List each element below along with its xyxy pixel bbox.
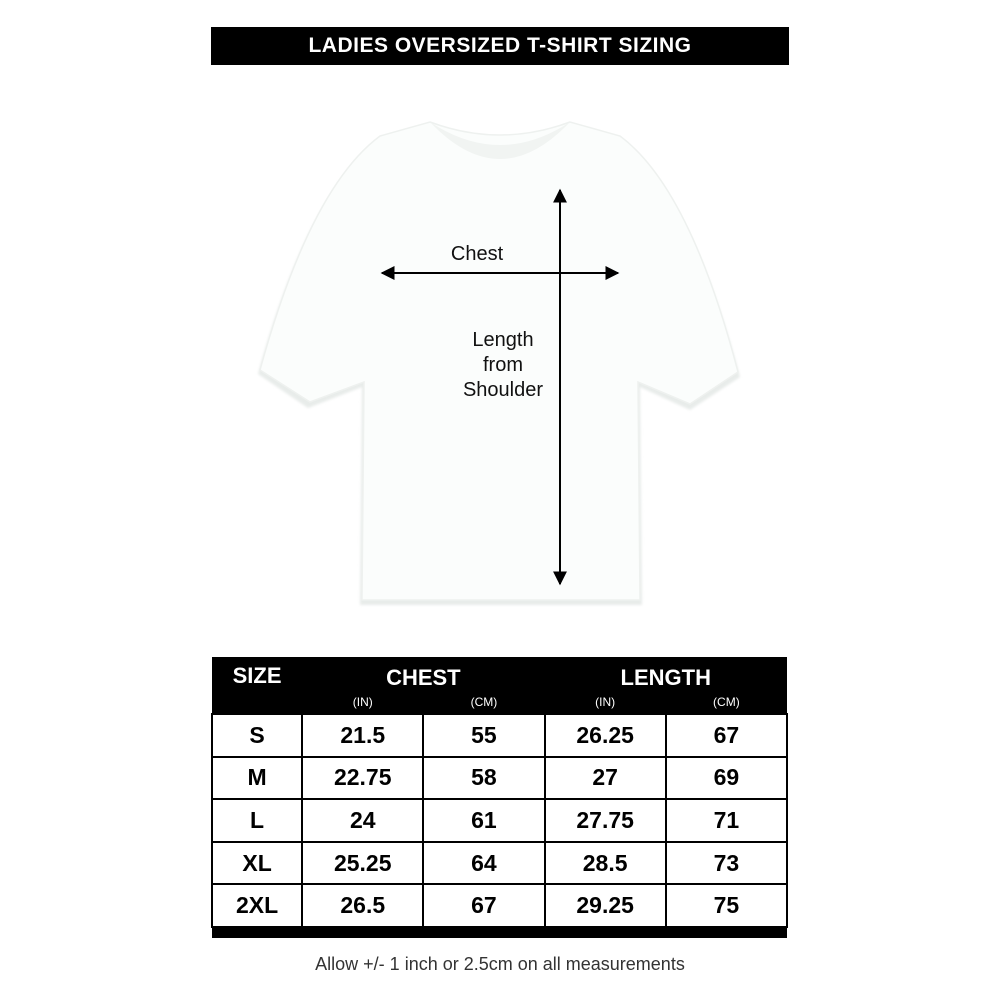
cell-chest-in: 21.5 bbox=[302, 714, 423, 757]
cell-size: M bbox=[212, 757, 302, 800]
page-title: LADIES OVERSIZED T-SHIRT SIZING bbox=[211, 27, 789, 65]
cell-length-cm: 69 bbox=[666, 757, 787, 800]
cell-chest-in: 25.25 bbox=[302, 842, 423, 885]
table-row bbox=[212, 757, 787, 800]
cell-chest-in: 22.75 bbox=[302, 757, 423, 800]
table-row bbox=[212, 842, 787, 885]
cell-length-cm: 73 bbox=[666, 842, 787, 885]
cell-length-in: 29.25 bbox=[545, 884, 666, 927]
cell-chest-in: 26.5 bbox=[302, 884, 423, 927]
cell-length-in: 28.5 bbox=[545, 842, 666, 885]
header-size: SIZE bbox=[212, 657, 302, 714]
cell-length-in: 26.25 bbox=[545, 714, 666, 757]
cell-length-cm: 75 bbox=[666, 884, 787, 927]
cell-chest-cm: 61 bbox=[423, 799, 544, 842]
table-footer-bar bbox=[212, 927, 787, 938]
cell-size: L bbox=[212, 799, 302, 842]
chest-label: Chest bbox=[450, 243, 504, 265]
size-table bbox=[211, 657, 788, 938]
cell-chest-in: 24 bbox=[302, 799, 423, 842]
cell-chest-cm: 58 bbox=[423, 757, 544, 800]
cell-length-in: 27.75 bbox=[545, 799, 666, 842]
length-label: Length from Shoulder bbox=[462, 329, 544, 401]
header-length: LENGTH bbox=[545, 657, 787, 691]
measurement-note: Allow +/- 1 inch or 2.5cm on all measurements bbox=[315, 954, 685, 974]
table-row bbox=[212, 884, 787, 927]
unit-chest-cm: (CM) bbox=[423, 691, 544, 714]
cell-length-cm: 71 bbox=[666, 799, 787, 842]
cell-length-in: 27 bbox=[545, 757, 666, 800]
table-row bbox=[212, 799, 787, 842]
unit-length-cm: (CM) bbox=[666, 691, 787, 714]
table-row bbox=[212, 714, 787, 757]
header-chest: CHEST bbox=[302, 657, 544, 691]
unit-chest-in: (IN) bbox=[302, 691, 423, 714]
cell-chest-cm: 55 bbox=[423, 714, 544, 757]
table-header-row bbox=[212, 657, 787, 691]
cell-size: 2XL bbox=[212, 884, 302, 927]
cell-chest-cm: 64 bbox=[423, 842, 544, 885]
cell-chest-cm: 67 bbox=[423, 884, 544, 927]
unit-length-in: (IN) bbox=[545, 691, 666, 714]
cell-size: S bbox=[212, 714, 302, 757]
cell-length-cm: 67 bbox=[666, 714, 787, 757]
cell-size: XL bbox=[212, 842, 302, 885]
